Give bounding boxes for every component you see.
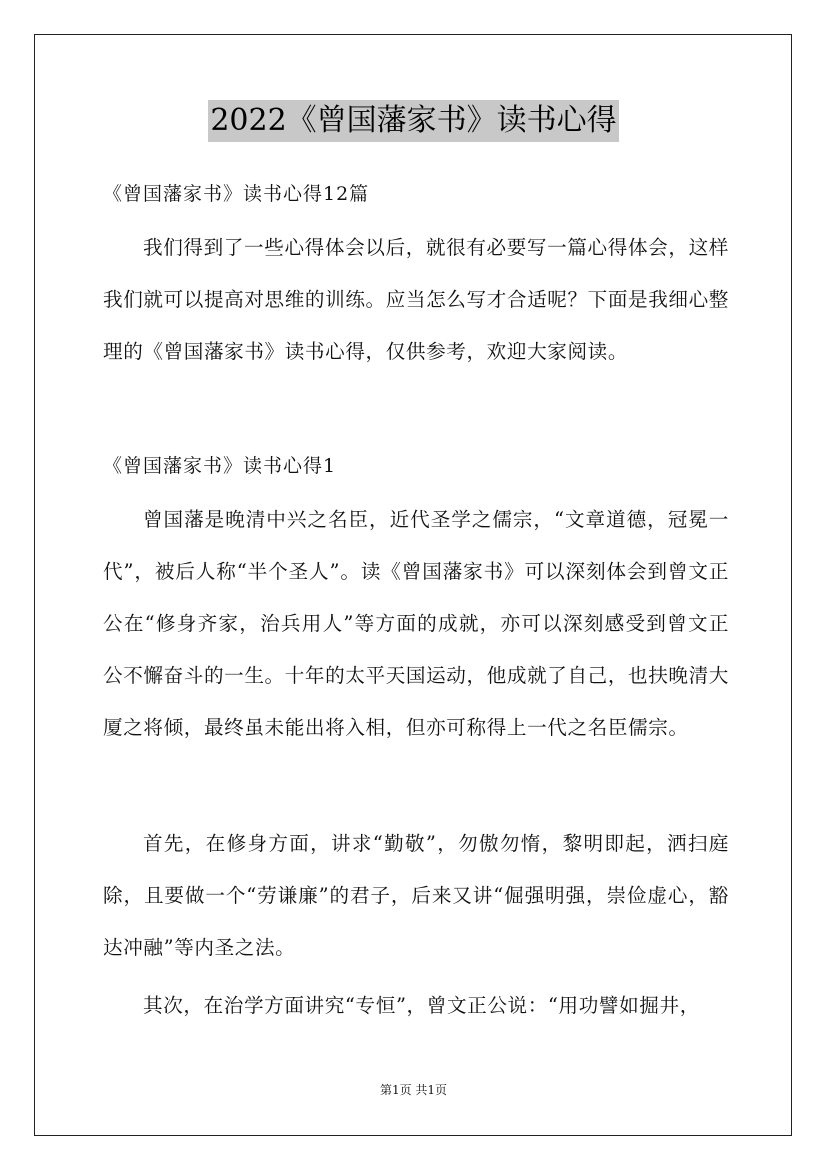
body-paragraph-1: 曾国藩是晚清中兴之名臣，近代圣学之儒宗，“文章道德，冠冕一代”，被后人称“半个圣人”。读《曾国藩家书》可以深刻体会到曾文正公在“修身齐家，治兵用人”等方面的成就，亦可以深刻感受到曾文正公不懈奋斗的一生。十年的太平天国运动，他成就了自己，也扶晚清大厦之将倾，最终虽未能出将入相，但亦可称得上一代之名臣儒宗。 — [103, 508, 730, 739]
document-title: 2022《曾国藩家书》读书心得 — [208, 100, 618, 142]
body-paragraph-3: 其次，在治学方面讲究“专恒”，曾文正公说：“用功譬如掘井， — [143, 994, 700, 1017]
page-footer: 第1页 共1页 — [379, 1083, 448, 1097]
body-paragraph-2: 首先，在修身方面，讲求“勤敬”，勿傲勿惰，黎明即起，洒扫庭除，且要做一个“劳谦廉”的君子，后来又讲“倔强明强，崇俭虚心，豁达冲融”等内圣之法。 — [103, 832, 729, 959]
document-subtitle: 《曾国藩家书》读书心得12篇 — [103, 183, 370, 205]
section-heading: 《曾国藩家书》读书心得1 — [103, 455, 337, 477]
intro-paragraph: 我们得到了一些心得体会以后，就很有必要写一篇心得体会，这样我们就可以提高对思维的训练。应当怎么写才合适呢？下面是我细心整理的《曾国藩家书》读书心得，仅供参考，欢迎大家阅读。 — [103, 236, 730, 363]
title-container — [0, 100, 827, 142]
